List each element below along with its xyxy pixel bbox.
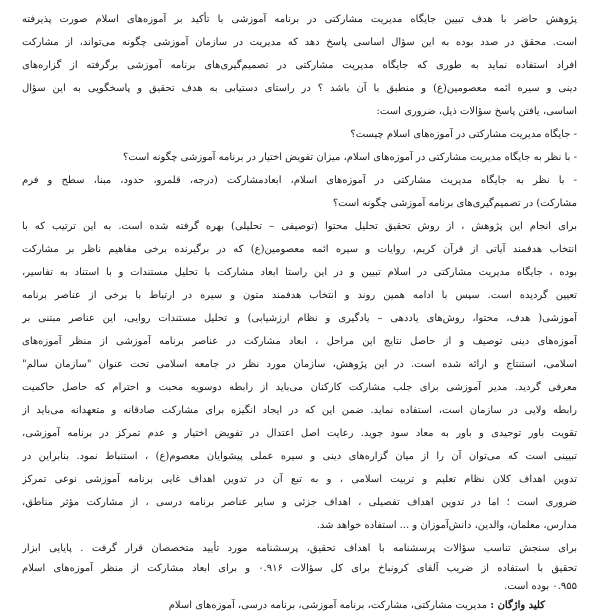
abstract-line-11: انتخاب هدفمند آیاتی از قرآن کریم، روایات و سیره ائمه معصومین(ع) که در برگیرنده برخی مفاهیم ناظر بر مشارکت [22,244,577,255]
abstract-line-5: اساسی، یافتن پاسخ سؤالات ذیل، ضروری است: [376,106,577,117]
abstract-line-26: ۰.۹۵۵ بوده است. [504,581,577,592]
research-question-3-cont: مشارکت) در تصمیم‌گیری‌های برنامه آموزشی چگونه است؟ [332,198,577,209]
abstract-line-3: افراد استفاده نماید به طوری که جایگاه مدیریت مشارکتی در تصمیم‌گیری‌های برنامه آموزشی برگرفته از گزاره‌های [22,60,577,71]
abstract-line-4: دینی و سیره ائمه معصومین(ع) و منطبق با آن باشد ؟ در راستای دستیابی به هدف تحقیق و پاسخگویی به این سؤال [22,83,577,94]
abstract-line-13: تعیین گردیده است. سپس با ادامه همین روند و انتخاب هدفمند متون و سیره در ارتباط با برخی از عناصر برنامه [22,290,577,301]
abstract-line-24: برای سنجش تناسب سؤالات پرسشنامه با اهداف تحقیق، پرسشنامه مورد تأیید متخصصان قرار گرفت . پایایی ابزار [22,543,577,554]
keywords-label: کلید واژگان : [486,600,545,611]
keywords-text: مدیریت مشارکتی، مشارکت، برنامه آموزشی، برنامه درسی، آموزه‌های اسلام [168,600,487,611]
abstract-line-12: بوده ، جایگاه مدیریت مشارکتی در اسلام تبیین و در این راستا ابعاد مشارکت با تحلیل مستندات و با استناد به تفاسیر، [22,267,577,278]
abstract-line-16: اسلامی، استنتاج و ارائه شده است. در این پژوهش، سازمان مورد نظر در جامعه اسلامی تحت عنوان "سازمان سالم" [22,359,577,370]
research-question-1: - جایگاه مدیریت مشارکتی در آموزه‌های اسلام چیست؟ [350,129,577,140]
abstract-line-10: برای انجام این پژوهش ، از روش تحقیق تحلیل محتوا (توصیفی – تحلیلی) بهره گرفته شده است. به این ترتیب که با [22,221,577,232]
abstract-line-18: رابطه ولایی در سازمان است، استفاده نماید. ضمن این که در ایجاد انگیزه برای مشارکت صادقانه و متعهدانه می‌باید از [22,405,577,416]
keywords-line [45,598,545,614]
abstract-line-1: پژوهش حاضر با هدف تبیین جایگاه مدیریت مشارکتی در برنامه آموزشی با تأکید بر آموزه‌های اسلام صورت پذیرفته [22,14,577,25]
abstract-line-25: تحقیق با استفاده از ضریب آلفای کرونباخ برای کل سؤالات ۰.۹۱۶ و برای ابعاد مشارکت از منظر آموزه‌های اسلام [22,563,577,574]
research-question-3: - با نظر به جایگاه مدیریت مشارکتی در آموزه‌های اسلام، ابعادمشارکت (درجه، قلمرو، حدود، مبنا، سطح و فرم [22,175,577,186]
abstract-line-17: معرفی گردید. مدیر آموزشی برای جلب مشارکت کارکنان می‌باید از رابطه دوسویه محبت و احترام که حاصل حاکمیت [22,382,577,393]
abstract-line-2: است. محقق در صدد بوده به این سؤال اساسی پاسخ دهد که مدیریت در سازمان آموزشی چگونه می‌تواند، از مشارکت [22,37,577,48]
abstract-line-19: تقویت باور توحیدی و باور به معاد سود جوید. رعایت اصل اعتدال در تفویض اختیار و عدم تمرکز در برنامه آموزشی، [22,428,577,439]
research-question-2: - با نظر به جایگاه مدیریت مشارکتی در آموزه‌های اسلام، میزان تفویض اختیار در برنامه آموزشی چگونه است؟ [122,152,577,163]
abstract-line-20: تبیینی است که می‌توان آن را از میان گزاره‌های دینی و سیره عملی پیشوایان معصوم(ع) ، استنباط نمود. بنابراین در [22,451,577,462]
abstract-line-22: ضروری است ؛ اما در تدوین اهداف تفصیلی ، اهداف جزئی و سایر عناصر برنامه درسی ، از مشارکت مؤثر مناطق، [22,497,577,508]
abstract-line-23: مدارس، معلمان، والدین، دانش‌آموزان و ... استفاده خواهد شد. [316,520,577,531]
abstract-line-21: تدوین اهداف کلان نظام تعلیم و تربیت اسلامی ، و به تبع آن در تدوین اهداف غایی برنامه آموزشی نوعی تمرکز [22,474,577,485]
abstract-line-15: آموزه‌های دینی توصیف و از حاصل نتایج این مراحل ، ابعاد مشارکت در عناصر برنامه آموزشی از منظر آموزه‌های [22,336,577,347]
abstract-line-14: آموزشی( هدف، محتوا، روش‌های یاددهی – یادگیری و نظام ارزشیابی) و تحلیل مستندات روایی، این عناصر مبتنی بر [22,313,577,324]
